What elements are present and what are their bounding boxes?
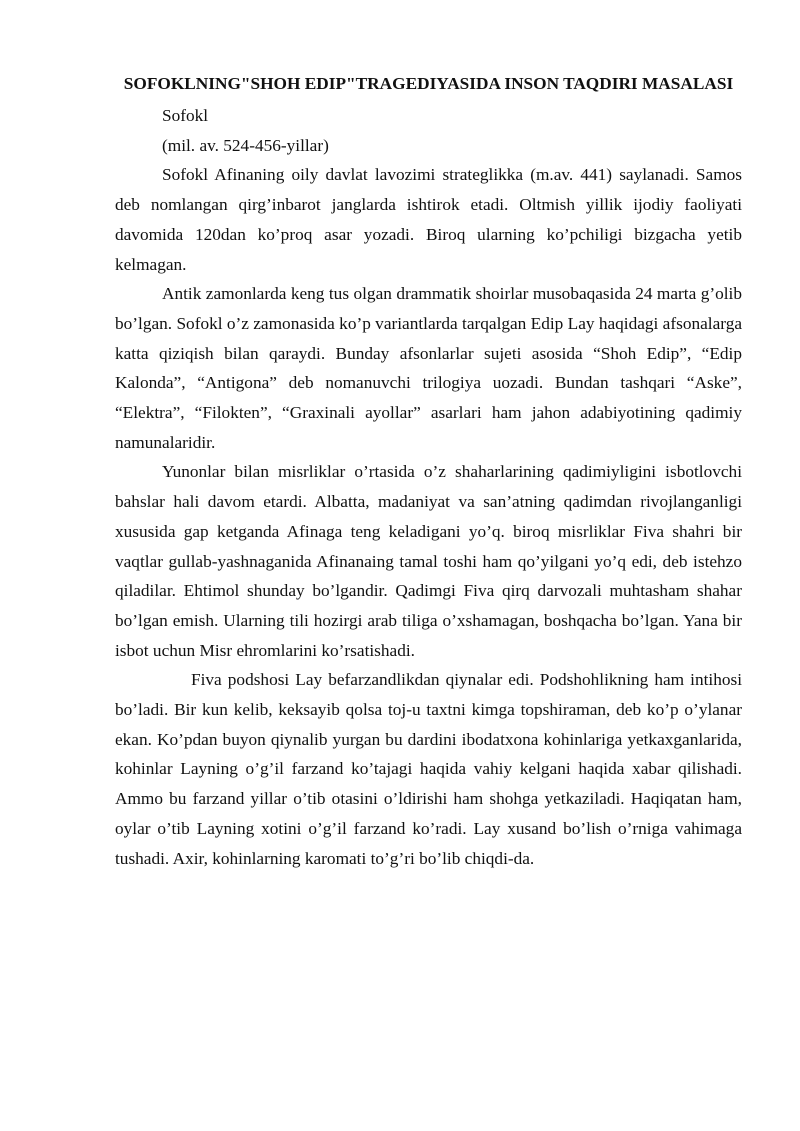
paragraph: Sofokl Afinaning oily davlat lavozimi strateglikka (m.av. 441) saylanadi. Samos deb nomlangan qirg’inbarot janglarda ishtirok etadi. Oltmish yillik ijodiy faoliyati davomida 120dan ko’proq asar yozadi. Biroq ularning ko’pchiligi bizgacha yetib kelmagan. bbox=[115, 165, 742, 274]
paragraph: Fiva podshosi Lay befarzandlikdan qiynalar edi. Podshohlikning ham intihosi bo’ladi. Bir kun kelib, keksayib qolsa toj-u taxtni kimga topshiraman, deb ko’p o’ylanar ekan. Ko’pdan buyon qiynalib yurgan bu dardini ibodatxona kohinlariga yetkaxganlarida, kohinlar Layning o’g’il farzand ko’tajagi haqida vahiy kelgani haqida xabar qilishadi. Ammo bu farzand yillar o’tib otasini o’ldirishi ham shohga yetkaziladi. Haqiqatan ham, oylar o’tib Layning xotini o’g’il farzand ko’radi. Lay xusand bo’lish o’rniga vahimaga tushadi. Axir, kohinlarning karomati to’g’ri bo’lib chiqdi-da. bbox=[115, 670, 742, 868]
paragraph: Antik zamonlarda keng tus olgan drammatik shoirlar musobaqasida 24 marta g’olib bo’lgan. Sofokl o’z zamonasida ko’p variantlarda tarqalgan Edip Lay haqidagi afsonalarga katta qiziqish bilan qaraydi. Bunday afsonlarlar sujeti asosida “Shoh Edip”, “Edip Kalonda”, “Antigona” deb nomanuvchi trilogiya uozadi. Bundan tashqari “Aske”, “Elektra”, “Filokten”, “Graxinali ayollar” asarlari ham jahon adabiyotining qadimiy namunalaridir. bbox=[115, 284, 742, 452]
author-years: (mil. av. 524-456-yillar) bbox=[162, 135, 329, 155]
paragraph: Yunonlar bilan misrliklar o’rtasida o’z shaharlarining qadimiyligini isbotlovchi bahslar hali davom etardi. Albatta, madaniyat va san’atning qadimdan rivojlanganligi xususida gap ketganda Afinaga teng keladigani yo’q. biroq misrliklar Fiva shahri bir vaqtlar gullab-yashnaganida Afinanaing tamal toshi ham qo’yilgani yo’q edi, deb istehzo qiladilar. Ehtimol shunday bo’lgandir. Qadimgi Fiva qirq darvozali muhtasham shahar bo’lgan emish. Ularning tili hozirgi arab tiliga o’xshamagan, boshqacha bo’lgan. Yana bir isbot uchun Misr ehromlarini ko’rsatishadi. bbox=[115, 462, 742, 660]
document-title: SOFOKLNING"SHOH EDIP"TRAGEDIYASIDA INSON TAQDIRI MASALASI bbox=[123, 74, 734, 93]
author-name: Sofokl bbox=[162, 106, 209, 125]
document-page bbox=[115, 72, 742, 873]
